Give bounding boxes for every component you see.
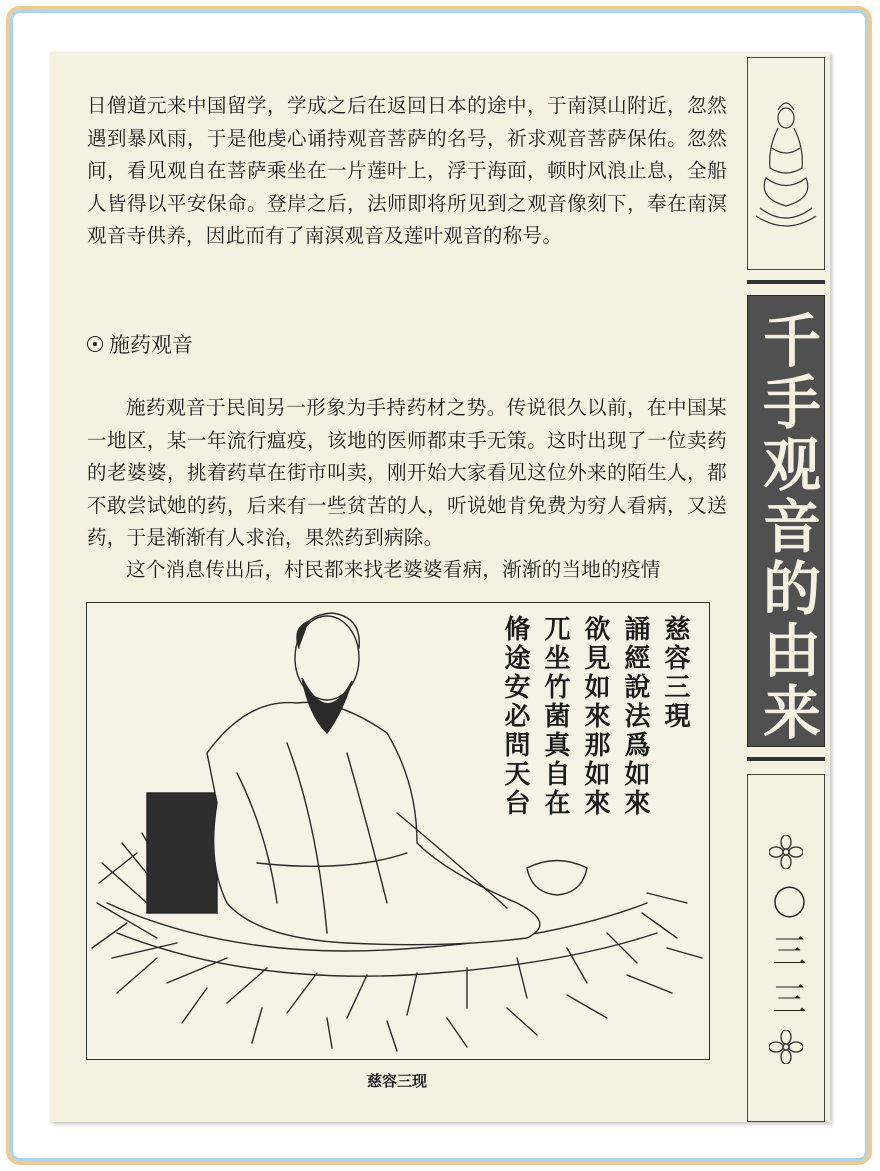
poem-column: 兀坐竹菌真自在 (540, 615, 570, 818)
sidebar-rule (747, 757, 825, 761)
sidebar-guanyin-emblem (747, 57, 825, 270)
paragraph-1: 日僧道元来中国留学，学成之后在返回日本的途中，于南溟山附近，忽然遇到暴风雨，于是他虔心诵持观音菩萨的名号，祈求观音菩萨保佑。忽然间，看见观自在菩萨乘坐在一片莲叶上，浮于海面，顿时风浪止息，全船人皆得以平安保命。登岸之后，法师即将所见到之观音像刻下，奉在南溟观音寺供养，因此而有了南溟观音及莲叶观音的称号。 (87, 94, 727, 247)
paragraph-2: 施药观音于民间另一形象为手持药材之势。传说很久以前，在中国某一地区，某一年流行瘟疫，该地的医师都束手无策。这时出现了一位卖药的老婆婆，挑着药草在街市叫卖，刚开始大家看见这位外来的陌生人，都不敢尝试她的药，后来有一些贫苦的人，听说她肯免费为穷人看病，又送药，于是渐渐有人求治，果然药到病除。 (87, 396, 727, 549)
flower-icon (769, 835, 803, 869)
poem-column: 誦經說法爲如來 (620, 615, 650, 818)
book-title: 千手观音的由来 (753, 310, 821, 744)
illustration (86, 602, 710, 1060)
poem-column: 脩途安必問天台 (500, 615, 530, 818)
section-heading-text: 施药观音 (109, 333, 193, 357)
page-number: 〇三三 (766, 885, 806, 1029)
poem-column: 慈容三現 (660, 615, 690, 731)
guanyin-icon (748, 58, 824, 268)
illustration-caption: 慈容三现 (366, 1072, 427, 1090)
book-page (50, 52, 830, 1122)
flower-icon (769, 1030, 803, 1064)
title-band (747, 295, 825, 747)
poem-column: 欲見如來那如來 (580, 615, 610, 818)
page-number-box (747, 774, 825, 1122)
sidebar-rule (747, 280, 825, 284)
section-heading (87, 329, 193, 359)
poem (499, 615, 691, 818)
circle-dot-icon (87, 336, 103, 352)
paragraph-3: 这个消息传出后，村民都来找老婆婆看病，渐渐的当地的疫情 (126, 558, 661, 581)
